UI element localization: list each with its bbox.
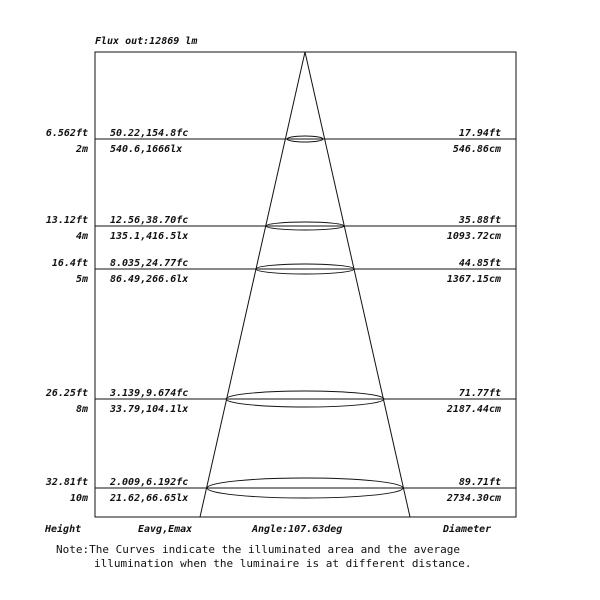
diameter-centimeter-label: 2734.30cm [446, 493, 501, 504]
diameter-column-label: Diameter [443, 524, 492, 535]
diameter-centimeter-label: 1093.72cm [446, 231, 501, 242]
footcandle-label: 3.139,9.674fc [110, 388, 189, 399]
diameter-feet-label: 44.85ft [458, 258, 501, 269]
diameter-feet-label: 71.77ft [458, 388, 501, 399]
footcandle-label: 50.22,154.8fc [110, 128, 189, 139]
note-line-2: illumination when the luminaire is at different distance. [94, 557, 472, 570]
left-cone-edge [200, 52, 305, 517]
lux-label: 33.79,104.1lx [110, 404, 189, 415]
height-feet-label: 13.12ft [45, 215, 88, 226]
lux-label: 21.62,66.65lx [110, 493, 189, 504]
distance-level-5m [52, 258, 516, 285]
lux-label: 540.6,1666lx [110, 144, 183, 155]
distance-level-8m [45, 388, 516, 415]
distance-level-10m [45, 477, 516, 504]
diameter-feet-label: 17.94ft [458, 128, 501, 139]
height-feet-label: 26.25ft [45, 388, 88, 399]
note-line-1: Note:The Curves indicate the illuminated area and the average [56, 543, 460, 556]
distance-level-2m [46, 128, 516, 155]
diameter-feet-label: 35.88ft [458, 215, 501, 226]
diameter-feet-label: 89.71ft [458, 477, 501, 488]
height-meter-label: 5m [75, 274, 88, 285]
height-column-label: Height [45, 524, 82, 535]
lux-label: 135.1,416.5lx [110, 231, 189, 242]
right-cone-edge [305, 52, 410, 517]
height-meter-label: 2m [75, 144, 88, 155]
footcandle-label: 8.035,24.77fc [110, 258, 189, 269]
lux-label: 86.49,266.6lx [110, 274, 189, 285]
diameter-centimeter-label: 2187.44cm [446, 404, 501, 415]
distance-level-4m [46, 215, 516, 242]
height-feet-label: 32.81ft [45, 477, 88, 488]
footcandle-label: 12.56,38.70fc [110, 215, 189, 226]
height-feet-label: 6.562ft [45, 128, 88, 139]
height-meter-label: 4m [75, 231, 88, 242]
footcandle-label: 2.009,6.192fc [110, 477, 189, 488]
height-meter-label: 8m [75, 404, 88, 415]
diameter-centimeter-label: 1367.15cm [446, 274, 501, 285]
illuminance-column-label: Eavg,Emax [138, 524, 193, 535]
beam-angle-label: Angle:107.63deg [252, 524, 343, 535]
diameter-centimeter-label: 546.86cm [452, 144, 501, 155]
height-feet-label: 16.4ft [51, 258, 88, 269]
flux-output-label: Flux out:12869 lm [95, 36, 198, 47]
height-meter-label: 10m [69, 493, 88, 504]
